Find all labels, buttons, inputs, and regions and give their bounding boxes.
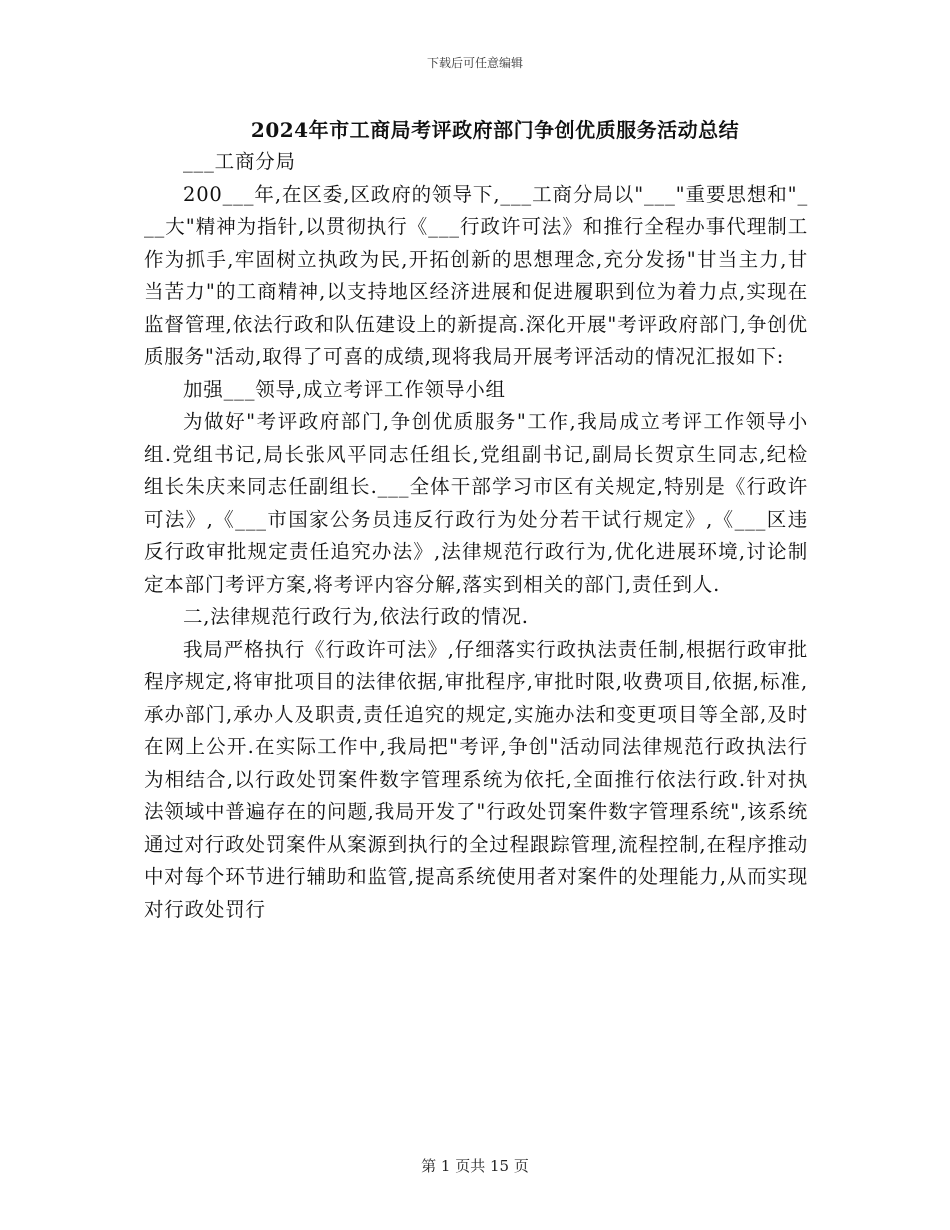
paragraph-leadership-group: 为做好"考评政府部门,争创优质服务"工作,我局成立考评工作领导小组.党组书记,局长张风平同志任组长,党组副书记,副局长贺京生同志,纪检组长朱庆来同志任副组长.___全体干部学习市区有关规定,特别是《行政许可法》,《___市国家公务员违反行政行为处分若干试行规定》,《___区违反行政审批规定责任追究办法》,法律规范行政行为,优化进展环境,讨论制定本部门考评方案,将考评内容分解,落实到相关的部门,责任到人. xyxy=(144,410,808,596)
paragraph-section-heading-law: 二,法律规范行政行为,依法行政的情况. xyxy=(183,605,529,628)
page-footer: 第 1 页共 15 页 xyxy=(421,1157,529,1175)
document-title: 2024年市工商局考评政府部门争创优质服务活动总结 xyxy=(250,118,740,142)
paragraph-branch-name: ___工商分局 xyxy=(183,150,296,173)
header-note: 下载后可任意编辑 xyxy=(426,56,523,70)
paragraph-section-heading-leadership: 加强___领导,成立考评工作领导小组 xyxy=(183,377,506,401)
document-body xyxy=(144,146,808,926)
paragraph-law-enforcement: 我局严格执行《行政许可法》,仔细落实行政执法责任制,根据行政审批程序规定,将审批项目的法律依据,审批程序,审批时限,收费项目,依据,标准,承办部门,承办人及职责,责任追究的规定,实施办法和变更项目等全部,及时在网上公开.在实际工作中,我局把"考评,争创"活动同法律规范行政执法行为相结合,以行政处罚案件数字管理系统为依托,全面推行依法行政.针对执法领域中普遍存在的问题,我局开发了"行政处罚案件数字管理系统",该系统通过对行政处罚案件从案源到执行的全过程跟踪管理,流程控制,在程序推动中对每个环节进行辅助和监管,提高系统使用者对案件的处理能力,从而实现对行政处罚行 xyxy=(144,637,808,921)
paragraph-intro: 200___年,在区委,区政府的领导下,___工商分局以"___"重要思想和"___大"精神为指针,以贯彻执行《___行政许可法》和推行全程办事代理制工作为抓手,牢固树立执政为民,开拓创新的思想理念,充分发扬"甘当主力,甘当苦力"的工商精神,以支持地区经济进展和促进履职到位为着力点,实现在监督管理,依法行政和队伍建设上的新提高.深化开展"考评政府部门,争创优质服务"活动,取得了可喜的成绩,现将我局开展考评活动的情况汇报如下: xyxy=(144,182,808,368)
